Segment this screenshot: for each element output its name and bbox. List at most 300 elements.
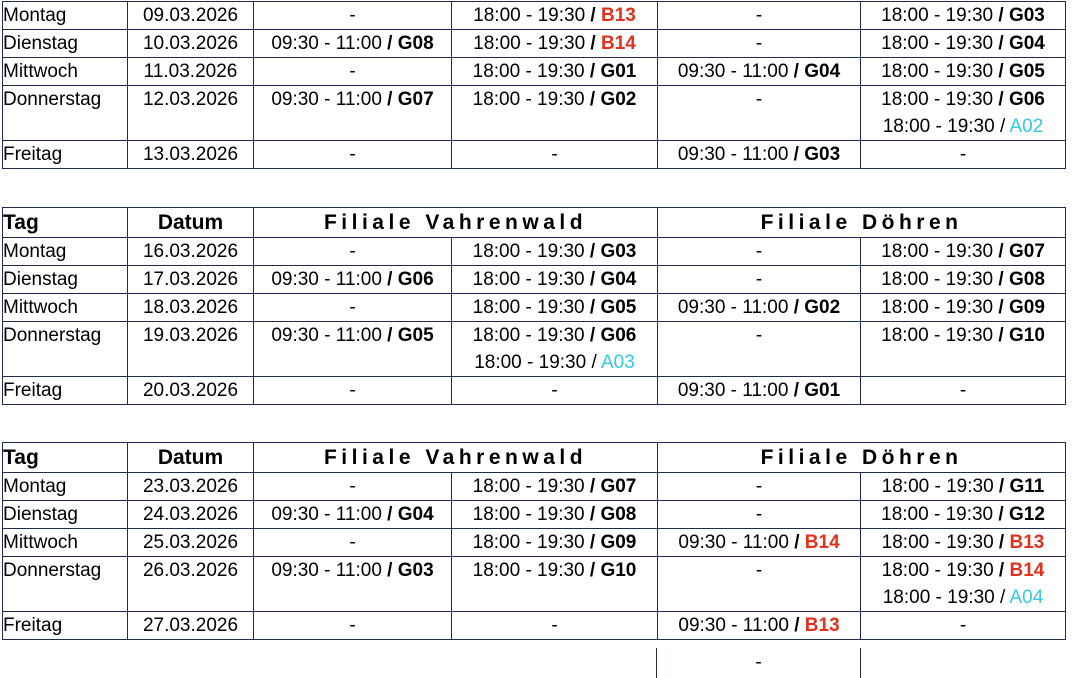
slot-entry: [658, 58, 860, 85]
group-code: G02: [600, 89, 637, 110]
group-code: G08: [397, 33, 434, 54]
day-cell: Dienstag: [3, 266, 128, 294]
slot-time: 18:00 - 19:30: [472, 297, 585, 318]
trailing-empty-cell: -: [656, 648, 861, 678]
slot-separator: /: [585, 5, 601, 26]
slot-entry: [254, 238, 451, 265]
slot-cell: [452, 557, 658, 612]
slot-entry: [452, 322, 657, 349]
slot-time: 18:00 - 19:30: [881, 504, 994, 525]
slot-entry: [658, 557, 860, 584]
slot-cell: [861, 501, 1066, 529]
group-code: G03: [804, 144, 841, 165]
group-code: G09: [600, 532, 637, 553]
day-cell: Dienstag: [3, 30, 128, 58]
slot-entry: [452, 529, 657, 556]
group-code: G06: [600, 325, 637, 346]
slot-entry: [452, 238, 657, 265]
date-cell: 23.03.2026: [128, 473, 254, 501]
day-cell: Freitag: [3, 377, 128, 405]
group-code: G03: [397, 560, 434, 581]
slot-cell: [254, 2, 452, 30]
slot-cell: [861, 2, 1066, 30]
slot-separator: /: [993, 89, 1009, 110]
table-row: [3, 529, 1066, 557]
group-code: G05: [600, 297, 637, 318]
slot-cell: [658, 612, 861, 640]
slot-cell: [861, 557, 1066, 612]
slot-entry: [861, 141, 1065, 168]
day-cell: Mittwoch: [3, 58, 128, 86]
slot-entry: [658, 501, 860, 528]
slot-cell: [452, 266, 658, 294]
table-row: [3, 238, 1066, 266]
slot-entry: [861, 473, 1065, 500]
empty-slot-dash: -: [755, 33, 763, 54]
slot-entry: [861, 612, 1065, 639]
slot-separator: /: [993, 297, 1009, 318]
slot-separator: /: [993, 532, 1010, 553]
slot-cell: [452, 58, 658, 86]
slot-entry: [658, 529, 860, 556]
slot-separator: /: [993, 504, 1009, 525]
slot-cell: [658, 238, 861, 266]
slot-time: 09:30 - 11:00: [678, 532, 789, 553]
day-cell: Donnerstag: [3, 86, 128, 141]
slot-time: 18:00 - 19:30: [472, 89, 585, 110]
empty-slot-dash: -: [755, 269, 763, 290]
slot-entry: [861, 529, 1065, 556]
slot-separator: /: [993, 5, 1009, 26]
slot-entry: [658, 612, 860, 639]
slot-cell: [861, 473, 1066, 501]
slot-separator: /: [381, 325, 398, 346]
slot-cell: [658, 30, 861, 58]
day-cell: Freitag: [3, 612, 128, 640]
slot-separator: /: [586, 352, 601, 373]
table-row: [3, 294, 1066, 322]
slot-time: 18:00 - 19:30: [881, 5, 994, 26]
slot-entry: [254, 501, 451, 528]
slot-entry: [254, 529, 451, 556]
group-code: B14: [804, 532, 840, 553]
slot-cell: [658, 58, 861, 86]
slot-time: 18:00 - 19:30: [472, 241, 585, 262]
slot-cell: [452, 612, 658, 640]
empty-slot-dash: -: [551, 380, 558, 401]
group-code: G05: [397, 325, 434, 346]
empty-slot-dash: -: [349, 144, 356, 165]
slot-cell: [452, 473, 658, 501]
slot-time: 18:00 - 19:30: [882, 587, 995, 608]
slot-entry: [861, 557, 1065, 584]
table-row: [3, 322, 1066, 377]
slot-cell: [452, 86, 658, 141]
slot-separator: /: [381, 504, 398, 525]
day-cell: Donnerstag: [3, 557, 128, 612]
group-code: B14: [600, 33, 636, 54]
slot-time: 18:00 - 19:30: [882, 116, 995, 137]
slot-time: 18:00 - 19:30: [474, 352, 587, 373]
slot-time: 09:30 - 11:00: [271, 89, 382, 110]
slot-entry: [254, 377, 451, 404]
slot-separator: /: [584, 89, 601, 110]
slot-separator: /: [584, 532, 601, 553]
group-code: G01: [600, 61, 637, 82]
column-header-branch-vahrenwald: Filiale Vahrenwald: [254, 208, 658, 238]
slot-entry: [658, 86, 860, 113]
table-row: [3, 473, 1066, 501]
slot-entry: [658, 473, 860, 500]
group-code: G02: [804, 297, 841, 318]
slot-separator: /: [584, 476, 601, 497]
empty-slot-dash: -: [349, 380, 356, 401]
day-cell: Donnerstag: [3, 322, 128, 377]
slot-entry: [861, 238, 1065, 265]
slot-cell: [658, 557, 861, 612]
slot-entry: [452, 141, 657, 168]
slot-cell: [861, 377, 1066, 405]
group-code: G06: [1008, 89, 1045, 110]
slot-time: 18:00 - 19:30: [473, 33, 586, 54]
slot-cell: [254, 322, 452, 377]
date-cell: 19.03.2026: [128, 322, 254, 377]
slot-cell: [658, 529, 861, 557]
slot-cell: [861, 30, 1066, 58]
week-table-3: [2, 442, 1066, 640]
slot-separator: /: [584, 297, 601, 318]
slot-time: 18:00 - 19:30: [881, 532, 994, 553]
empty-slot-dash: -: [349, 5, 356, 26]
slot-cell: [658, 501, 861, 529]
table-row: [3, 141, 1066, 169]
slot-time: 18:00 - 19:30: [472, 61, 585, 82]
slot-cell: [658, 2, 861, 30]
table-row: [3, 266, 1066, 294]
slot-separator: /: [381, 269, 398, 290]
slot-entry: [861, 86, 1065, 113]
slot-cell: [254, 529, 452, 557]
slot-time: 09:30 - 11:00: [271, 269, 382, 290]
group-code: A03: [600, 352, 635, 373]
date-cell: 24.03.2026: [128, 501, 254, 529]
slot-cell: [452, 2, 658, 30]
empty-slot-dash: -: [755, 89, 763, 110]
group-code: G07: [600, 476, 637, 497]
slot-cell: [254, 238, 452, 266]
slot-entry: [658, 294, 860, 321]
slot-cell: [254, 266, 452, 294]
group-code: G08: [600, 504, 637, 525]
slot-separator: /: [584, 241, 601, 262]
slot-cell: [861, 322, 1066, 377]
day-cell: Montag: [3, 238, 128, 266]
slot-separator: /: [993, 61, 1009, 82]
slot-entry: [254, 612, 451, 639]
empty-slot-dash: -: [755, 5, 763, 26]
slot-entry: [658, 266, 860, 293]
slot-entry: [452, 557, 657, 584]
slot-entry: [861, 58, 1065, 85]
slot-entry: [861, 377, 1065, 404]
table-row: [3, 557, 1066, 612]
slot-separator: /: [994, 116, 1010, 137]
slot-separator: /: [993, 269, 1009, 290]
slot-entry: [254, 557, 451, 584]
empty-slot-dash: -: [349, 61, 356, 82]
slot-cell: [452, 238, 658, 266]
slot-time: 18:00 - 19:30: [472, 532, 585, 553]
slot-entry: [861, 501, 1065, 528]
date-cell: 20.03.2026: [128, 377, 254, 405]
slot-separator: /: [584, 61, 601, 82]
slot-separator: /: [993, 560, 1010, 581]
slot-cell: [254, 377, 452, 405]
slot-cell: [658, 377, 861, 405]
slot-separator: /: [993, 241, 1009, 262]
slot-time: 09:30 - 11:00: [271, 560, 382, 581]
slot-time: 18:00 - 19:30: [881, 61, 994, 82]
slot-entry: [452, 30, 657, 57]
slot-time: 09:30 - 11:00: [271, 504, 382, 525]
empty-slot-dash: -: [755, 504, 763, 525]
date-cell: 16.03.2026: [128, 238, 254, 266]
slot-entry: [861, 2, 1065, 29]
slot-cell: [254, 294, 452, 322]
day-cell: Mittwoch: [3, 529, 128, 557]
group-code: B13: [600, 5, 636, 26]
slot-separator: /: [788, 144, 805, 165]
date-cell: 13.03.2026: [128, 141, 254, 169]
table-row: [3, 612, 1066, 640]
slot-entry: [658, 141, 860, 168]
empty-slot-dash: -: [755, 476, 763, 497]
slot-time: 09:30 - 11:00: [677, 144, 789, 165]
slot-entry: [861, 30, 1065, 57]
slot-separator: /: [993, 325, 1009, 346]
table-row: [3, 86, 1066, 141]
date-cell: 26.03.2026: [128, 557, 254, 612]
empty-slot-dash: -: [349, 532, 356, 553]
slot-time: 18:00 - 19:30: [472, 504, 585, 525]
slot-entry: [254, 30, 451, 57]
slot-entry: [452, 501, 657, 528]
group-code: B13: [1009, 532, 1045, 553]
empty-slot-dash: -: [349, 615, 356, 636]
slot-separator: /: [788, 297, 805, 318]
slot-entry: [861, 266, 1065, 293]
slot-entry: [658, 238, 860, 265]
table-row: [3, 501, 1066, 529]
slot-cell: [254, 86, 452, 141]
empty-slot-dash: -: [349, 241, 356, 262]
slot-cell: [452, 30, 658, 58]
empty-slot-dash: -: [551, 144, 558, 165]
slot-cell: [861, 612, 1066, 640]
slot-separator: /: [585, 33, 601, 54]
table-row: [3, 377, 1066, 405]
slot-time: 18:00 - 19:30: [881, 476, 994, 497]
date-cell: 12.03.2026: [128, 86, 254, 141]
slot-time: 18:00 - 19:30: [881, 241, 994, 262]
date-cell: 10.03.2026: [128, 30, 254, 58]
group-code: G11: [1009, 476, 1045, 497]
slot-time: 09:30 - 11:00: [271, 325, 382, 346]
group-code: G04: [1008, 33, 1045, 54]
date-cell: 11.03.2026: [128, 58, 254, 86]
slot-entry: [254, 58, 451, 85]
slot-time: 18:00 - 19:30: [473, 5, 586, 26]
week-table-1: [2, 1, 1066, 169]
header-row: [3, 443, 1066, 473]
column-header-tag: Tag: [3, 443, 128, 473]
slot-cell: [658, 86, 861, 141]
group-code: B13: [804, 615, 840, 636]
slot-cell: [254, 141, 452, 169]
group-code: G09: [1008, 297, 1045, 318]
date-cell: 09.03.2026: [128, 2, 254, 30]
empty-slot-dash: -: [959, 380, 967, 401]
day-cell: Montag: [3, 2, 128, 30]
slot-time: 18:00 - 19:30: [881, 269, 994, 290]
slot-entry: [658, 2, 860, 29]
slot-time: 18:00 - 19:30: [472, 560, 585, 581]
group-code: G03: [1008, 5, 1045, 26]
slot-time: 18:00 - 19:30: [472, 476, 585, 497]
slot-entry: [254, 141, 451, 168]
slot-separator: /: [788, 380, 805, 401]
slot-cell: [452, 322, 658, 377]
slot-cell: [861, 141, 1066, 169]
empty-slot-dash: -: [755, 241, 763, 262]
slot-entry: [452, 266, 657, 293]
empty-slot-dash: -: [349, 476, 356, 497]
slot-cell: [254, 30, 452, 58]
slot-separator: /: [381, 89, 398, 110]
slot-entry: [452, 377, 657, 404]
group-code: G04: [397, 504, 434, 525]
group-code: G04: [804, 61, 841, 82]
column-header-branch-doehren: Filiale Döhren: [658, 208, 1066, 238]
slot-separator: /: [381, 560, 398, 581]
group-code: G05: [1008, 61, 1045, 82]
group-code: G08: [1008, 269, 1045, 290]
slot-time: 09:30 - 11:00: [677, 61, 789, 82]
slot-cell: [254, 612, 452, 640]
group-code: G10: [1008, 325, 1045, 346]
slot-cell: [658, 473, 861, 501]
slot-entry: [254, 473, 451, 500]
empty-slot-dash: -: [755, 325, 763, 346]
slot-entry: [658, 322, 860, 349]
slot-entry: [254, 322, 451, 349]
group-code: G01: [804, 380, 841, 401]
day-cell: Montag: [3, 473, 128, 501]
empty-slot-dash: -: [349, 297, 356, 318]
slot-entry: [254, 2, 451, 29]
date-cell: 17.03.2026: [128, 266, 254, 294]
slot-time: 18:00 - 19:30: [881, 33, 994, 54]
slot-time: 18:00 - 19:30: [881, 560, 994, 581]
slot-time: 18:00 - 19:30: [881, 325, 994, 346]
slot-cell: [452, 377, 658, 405]
slot-cell: [452, 501, 658, 529]
slot-cell: [254, 473, 452, 501]
slot-cell: [861, 266, 1066, 294]
group-code: G03: [600, 241, 637, 262]
slot-cell: [658, 141, 861, 169]
empty-slot-dash: -: [755, 560, 763, 581]
slot-cell: [452, 141, 658, 169]
slot-entry: [861, 584, 1065, 611]
group-code: B14: [1009, 560, 1045, 581]
empty-slot-dash: -: [551, 615, 558, 636]
empty-slot-dash: -: [959, 144, 967, 165]
date-cell: 27.03.2026: [128, 612, 254, 640]
slot-time: 18:00 - 19:30: [881, 297, 994, 318]
table-row: [3, 30, 1066, 58]
group-code: A04: [1009, 587, 1044, 608]
slot-separator: /: [584, 325, 601, 346]
slot-separator: /: [584, 504, 601, 525]
column-header-datum: Datum: [128, 443, 254, 473]
slot-time: 18:00 - 19:30: [472, 269, 585, 290]
slot-cell: [452, 294, 658, 322]
group-code: G07: [397, 89, 434, 110]
slot-cell: [861, 238, 1066, 266]
slot-time: 09:30 - 11:00: [677, 380, 789, 401]
column-header-branch-vahrenwald: Filiale Vahrenwald: [254, 443, 658, 473]
slot-entry: [452, 612, 657, 639]
slot-entry: [452, 2, 657, 29]
slot-time: 09:30 - 11:00: [677, 297, 789, 318]
group-code: A02: [1009, 116, 1044, 137]
slot-cell: [452, 529, 658, 557]
group-code: G06: [397, 269, 434, 290]
date-cell: 18.03.2026: [128, 294, 254, 322]
slot-entry: [658, 377, 860, 404]
slot-entry: [452, 294, 657, 321]
slot-cell: [658, 294, 861, 322]
slot-cell: [254, 557, 452, 612]
header-row: [3, 208, 1066, 238]
slot-separator: /: [994, 587, 1010, 608]
day-cell: Freitag: [3, 141, 128, 169]
slot-entry: [452, 86, 657, 113]
slot-separator: /: [584, 560, 601, 581]
slot-separator: /: [788, 615, 805, 636]
slot-entry: [452, 473, 657, 500]
slot-separator: /: [788, 61, 805, 82]
empty-slot-dash: -: [959, 615, 967, 636]
column-header-tag: Tag: [3, 208, 128, 238]
date-cell: 25.03.2026: [128, 529, 254, 557]
slot-entry: [452, 349, 657, 376]
group-code: G07: [1008, 241, 1045, 262]
slot-entry: [254, 294, 451, 321]
table-row: [3, 2, 1066, 30]
slot-separator: /: [993, 476, 1010, 497]
group-code: G04: [600, 269, 637, 290]
day-cell: Dienstag: [3, 501, 128, 529]
group-code: G10: [600, 560, 637, 581]
slot-entry: [254, 86, 451, 113]
slot-entry: [658, 30, 860, 57]
slot-cell: [254, 501, 452, 529]
slot-separator: /: [584, 269, 601, 290]
table-row: [3, 58, 1066, 86]
day-cell: Mittwoch: [3, 294, 128, 322]
